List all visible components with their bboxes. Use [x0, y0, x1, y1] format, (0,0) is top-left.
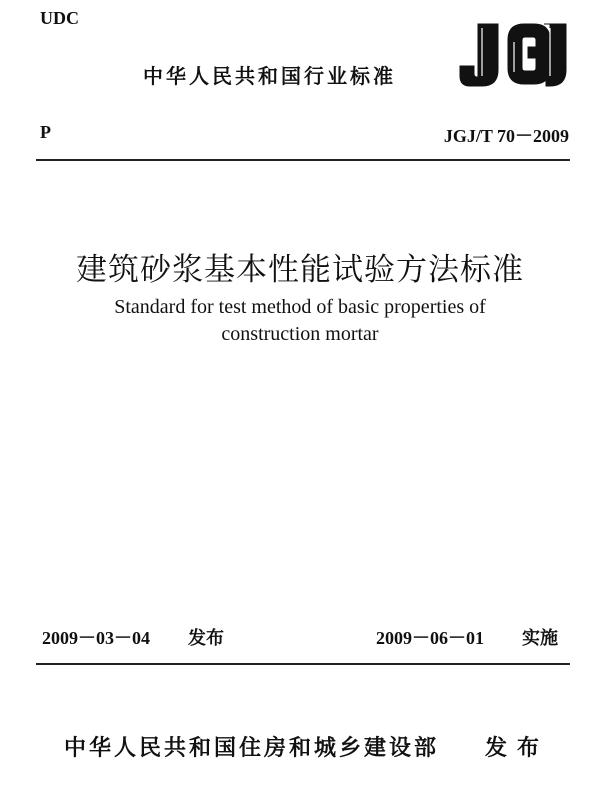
classification-code: P — [40, 122, 51, 142]
issue-date: 2009－03－04 — [42, 628, 150, 648]
issue-label: 发布 — [188, 628, 224, 649]
udc-label: UDC — [40, 8, 79, 28]
bottom-divider — [36, 663, 570, 665]
implementation-date: 2009－06－01 — [376, 628, 484, 648]
title-english-line-2: construction mortar — [221, 323, 379, 345]
title-chinese: 建筑砂浆基本性能试验方法标准 — [76, 252, 524, 287]
publisher-name: 中华人民共和国住房和城乡建设部 — [64, 736, 440, 761]
implementation-label: 实施 — [522, 628, 558, 649]
jgj-logo — [456, 20, 570, 92]
top-divider — [36, 159, 570, 161]
publish-label: 发布 — [485, 736, 550, 761]
standard-number: JGJ/T 70－2009 — [443, 126, 569, 146]
industry-standard-heading: 中华人民共和国行业标准 — [143, 64, 396, 88]
title-english-line-1: Standard for test method of basic properties of — [114, 296, 486, 318]
